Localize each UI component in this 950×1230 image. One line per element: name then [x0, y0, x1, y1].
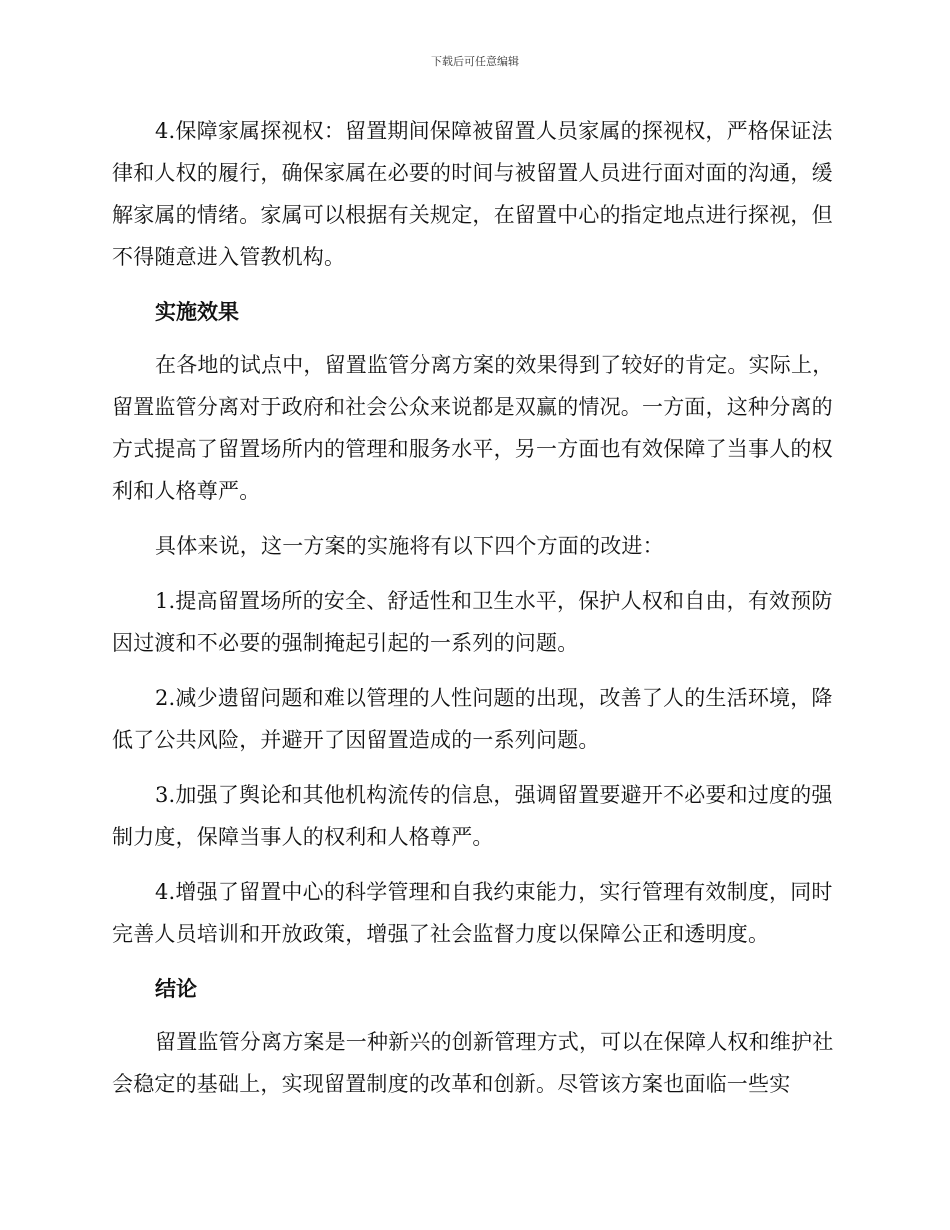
section-heading-effects: 实施效果	[155, 300, 239, 324]
paragraph-conclusion: 留置监管分离方案是一种新兴的创新管理方式，可以在保障人权和维护社会稳定的基础上，实现留置制度的改革和创新。尽管该方案也面临一些实	[112, 1030, 834, 1096]
paragraph-improvements-intro: 具体来说，这一方案的实施将有以下四个方面的改进：	[155, 534, 664, 558]
section-heading-conclusion: 结论	[155, 977, 197, 1001]
list-item-improvement-1: 1.提高留置场所的安全、舒适性和卫生水平，保护人权和自由，有效预防因过渡和不必要的强制掩起引起的一系列的问题。	[112, 589, 833, 655]
list-item-improvement-2: 2.减少遗留问题和难以管理的人性问题的出现，改善了人的生活环境，降低了公共风险，并避开了因留置造成的一系列问题。	[112, 686, 833, 752]
document-body	[112, 110, 834, 1118]
header-note: 下载后可任意编辑	[431, 55, 519, 68]
paragraph-visitation-rights: 4.保障家属探视权：留置期间保障被留置人员家属的探视权，严格保证法律和人权的履行，确保家属在必要的时间与被留置人员进行面对面的沟通，缓解家属的情绪。家属可以根据有关规定，在留置中心的指定地点进行探视，但不得随意进入管教机构。	[112, 119, 833, 269]
list-item-improvement-3: 3.加强了舆论和其他机构流传的信息，强调留置要避开不必要和过度的强制力度，保障当事人的权利和人格尊严。	[112, 783, 833, 849]
paragraph-pilot-results: 在各地的试点中，留置监管分离方案的效果得到了较好的肯定。实际上，留置监管分离对于政府和社会公众来说都是双赢的情况。一方面，这种分离的方式提高了留置场所内的管理和服务水平，另一方面也有效保障了当事人的权利和人格尊严。	[112, 353, 834, 503]
list-item-improvement-4: 4.增强了留置中心的科学管理和自我约束能力，实行管理有效制度，同时完善人员培训和开放政策，增强了社会监督力度以保障公正和透明度。	[112, 880, 833, 946]
